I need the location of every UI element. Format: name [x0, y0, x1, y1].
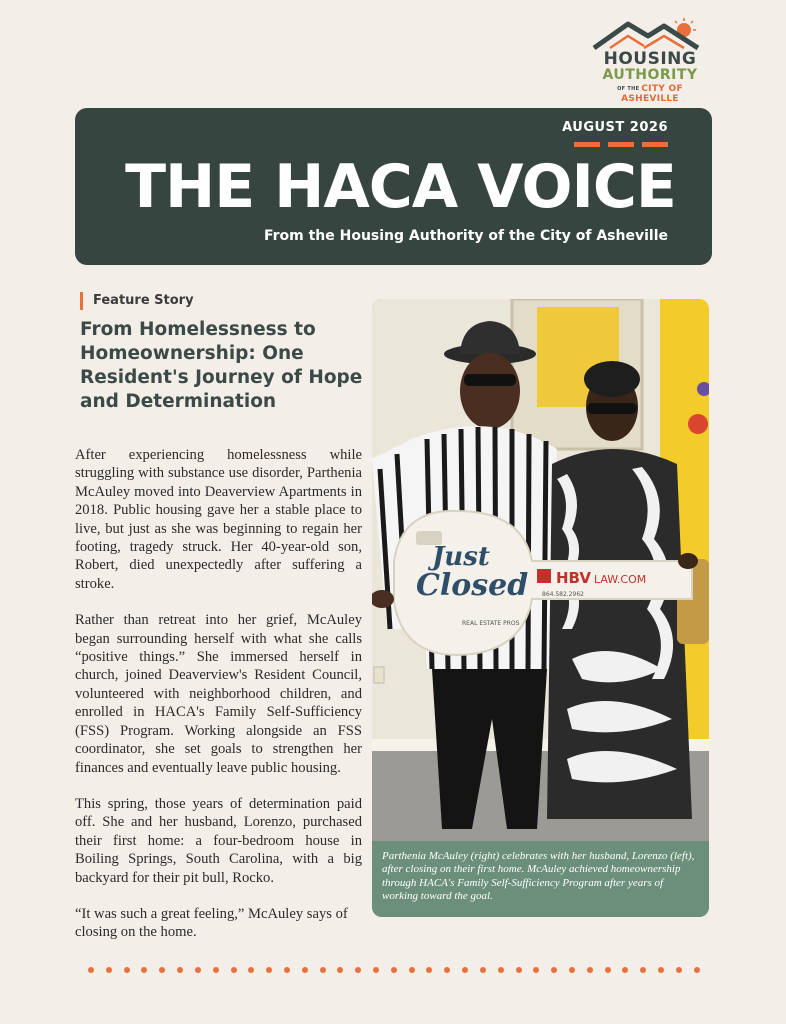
article-paragraph: After experiencing homelessness while struggling with substance use disorder, Parthenia McAuley moved into Deaverview Apartments in 2018. Public housing gave her a stable place to live, but just as she was beginning to regain her footing, tragedy struck. Her 40-year-old son, Robert, died unexpectedly after suffering a stroke. — [75, 447, 362, 592]
article-headline: From Homelessness to Homeownership: One Resident's Journey of Hope and Determination — [80, 319, 363, 412]
dotted-divider — [88, 966, 700, 974]
section-label: Feature Story — [80, 292, 194, 310]
feature-photo — [372, 299, 709, 841]
key-small-text: REAL ESTATE PROS — [462, 620, 520, 627]
key-closed-text: Closed — [416, 568, 529, 603]
masthead-banner — [75, 108, 712, 265]
newsletter-title: THE HACA VOICE — [125, 152, 676, 222]
logo-housing-text: HOUSING — [603, 49, 697, 69]
sponsor-phone-text: 864.582.2962 — [542, 591, 584, 598]
logo-city-name: CITY OF ASHEVILLE — [621, 84, 683, 104]
accent-dashes — [574, 142, 668, 147]
sponsor-suffix-text: LAW.COM — [594, 573, 647, 586]
logo-authority-text: AUTHORITY — [602, 67, 698, 83]
photo-caption: Parthenia McAuley (right) celebrates with her husband, Lorenzo (left), after closing on their first home. McAuley achieved homeownership through HACA's Family Self-Sufficiency Program after years of working toward the goal. — [372, 841, 709, 917]
article-paragraph: “It was such a great feeling,” McAuley says of closing on the home. — [75, 905, 348, 941]
feature-photo-card — [372, 299, 709, 917]
logo-city-text — [590, 84, 710, 104]
logo-of-the-text: OF THE — [617, 85, 640, 92]
article-paragraph: This spring, those years of determination paid off. She and her husband, Lorenzo, purchased their first home: a four-bedroom house in Boiling Springs, South Carolina, with a big backyard for their pit bull, Rocko. — [75, 795, 362, 886]
article-paragraph: Rather than retreat into her grief, McAuley began surrounding herself with what she calls “positive things.” She immersed herself in church, joined Deaverview's Resident Council, volunteered with neighborhood children, and enrolled in HACA's Family Self-Sufficiency (FSS) Program. Working alongside an FSS coordinator, she set goals to strengthen her finances and eventually leave public housing. — [75, 612, 362, 776]
newsletter-subtitle: From the Housing Authority of the City of Asheville — [263, 228, 668, 244]
housing-authority-logo — [588, 16, 712, 104]
article-body — [75, 446, 362, 960]
key-just-text: Just — [432, 542, 490, 572]
sponsor-logo-text: HBV — [556, 569, 591, 587]
house-roof-icon — [588, 16, 712, 52]
issue-date: AUGUST 2026 — [562, 120, 668, 135]
